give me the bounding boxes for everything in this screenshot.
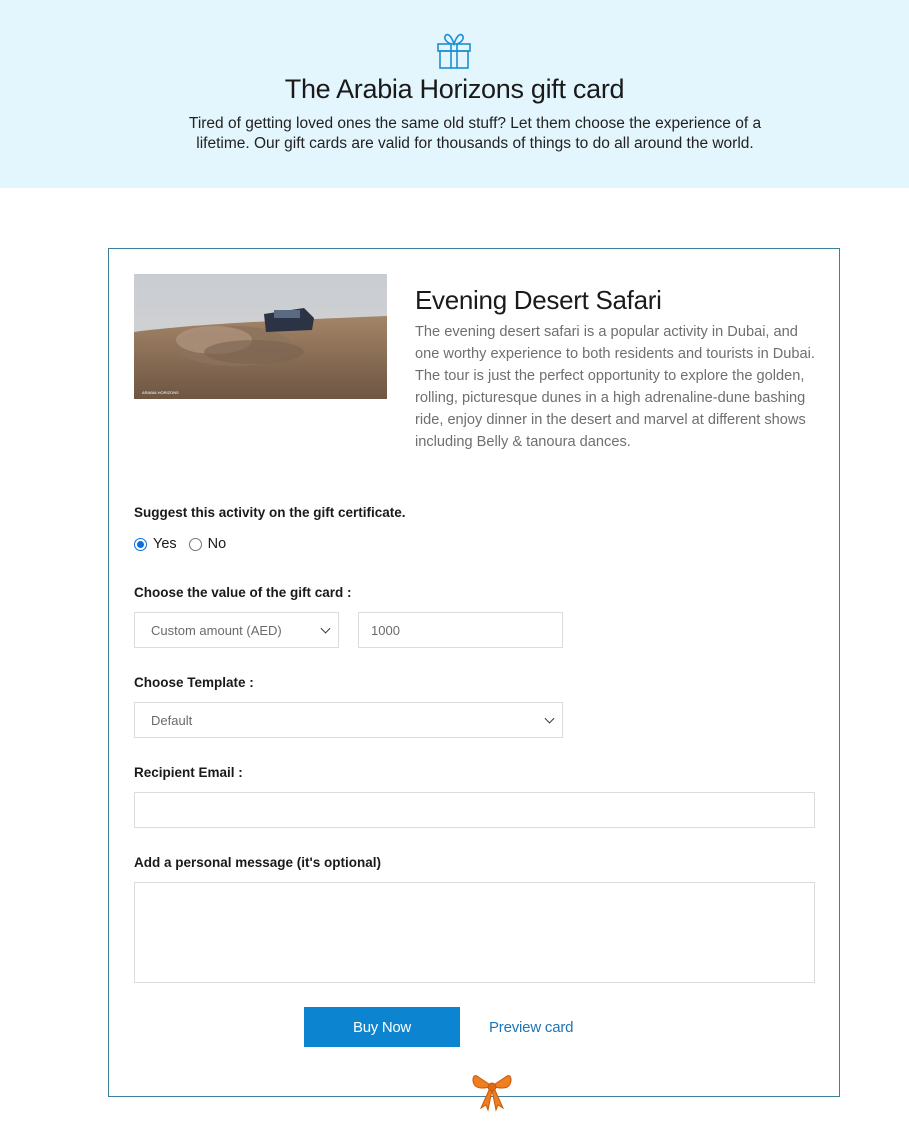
activity-description: The evening desert safari is a popular activity in Dubai, and one worthy experience to both residents and tourists in Dubai. The tour is just the perfect opportunity to explore the golden, rolling, picturesque dunes in a high adrenaline-dune bashing ride, enjoy dinner in the desert and marvel at different shows including Belly & tanoura dances. xyxy=(415,324,815,450)
suggest-radio-group xyxy=(134,536,238,552)
template-select[interactable] xyxy=(134,702,563,738)
amount-input[interactable] xyxy=(358,612,563,648)
buy-now-button[interactable]: Buy Now xyxy=(304,1007,460,1047)
page-description: Tired of getting loved ones the same old stuff? Let them choose the experience of a lifetime. Our gift cards are valid for thousands of things to do all around the world. xyxy=(188,115,762,152)
hero-banner xyxy=(0,0,909,188)
personal-message-textarea[interactable] xyxy=(134,882,815,983)
suggest-yes-label[interactable]: Yes xyxy=(153,536,177,552)
page-title: The Arabia Horizons gift card xyxy=(284,74,625,104)
suggest-no-label[interactable]: No xyxy=(207,536,227,552)
gift-icon xyxy=(434,32,474,70)
suggest-label: Suggest this activity on the gift certificate. xyxy=(134,505,406,520)
template-label: Choose Template : xyxy=(134,675,254,690)
suggest-no-radio[interactable] xyxy=(189,538,202,551)
activity-title: Evening Desert Safari xyxy=(415,285,662,315)
value-select-text: Custom amount (AED) xyxy=(151,622,282,638)
bow-icon xyxy=(471,1072,513,1112)
gift-card-form xyxy=(108,248,840,1097)
suggest-yes-radio[interactable] xyxy=(134,538,147,551)
activity-photo xyxy=(134,274,387,399)
preview-card-link[interactable]: Preview card xyxy=(489,1019,574,1036)
photo-caption: ARABIA HORIZONS xyxy=(142,390,179,395)
value-select[interactable] xyxy=(134,612,339,648)
message-label: Add a personal message (it's optional) xyxy=(134,855,382,870)
chevron-down-icon xyxy=(545,714,555,724)
recipient-email-input[interactable] xyxy=(134,792,815,828)
email-label: Recipient Email : xyxy=(134,765,243,780)
value-label: Choose the value of the gift card : xyxy=(134,585,352,600)
amount-input-value: 1000 xyxy=(371,622,400,638)
chevron-down-icon xyxy=(321,624,331,634)
template-select-text: Default xyxy=(151,712,193,728)
